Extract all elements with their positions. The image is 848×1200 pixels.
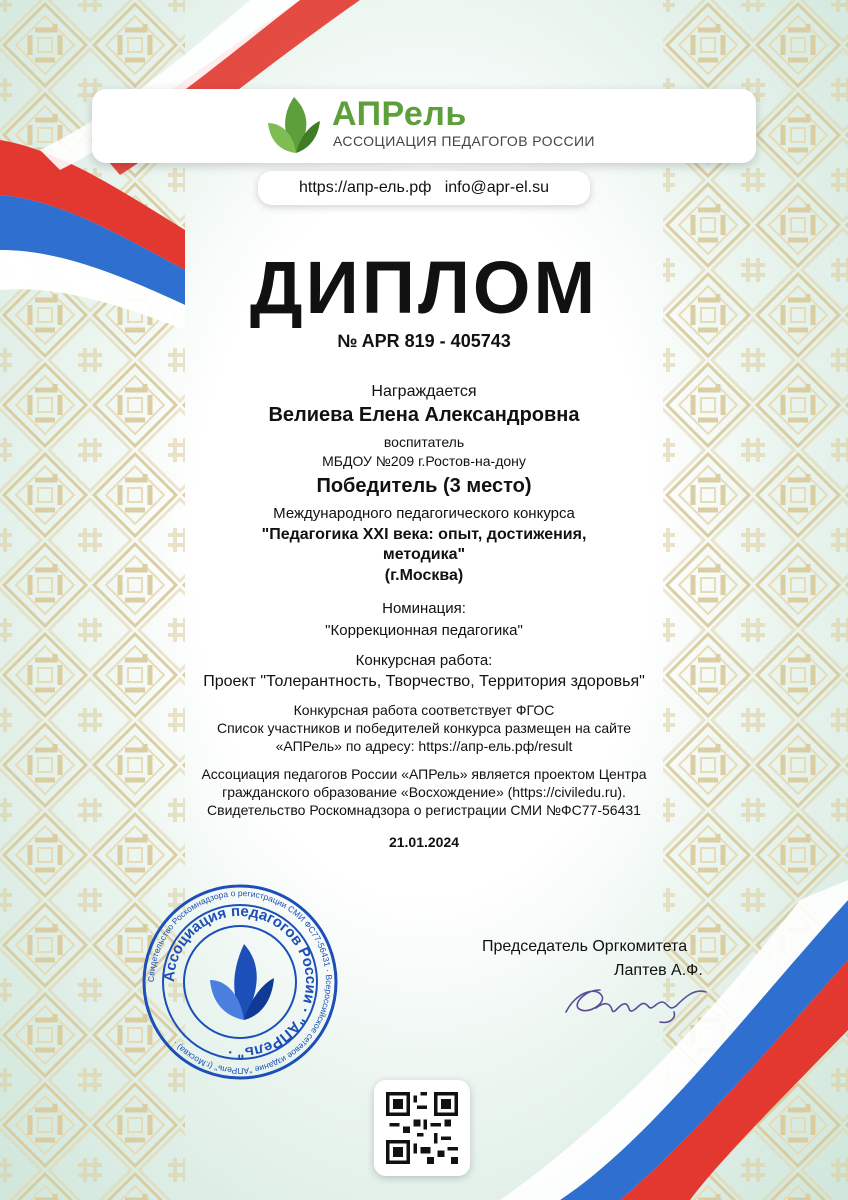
chairman-name: Лаптев А.Ф.	[614, 962, 703, 979]
association-line1: Ассоциация педагогов России «АПРель» является проектом Центра	[201, 766, 647, 782]
handwritten-signature	[556, 972, 716, 1032]
diploma-title: ДИПЛОМ	[249, 246, 599, 329]
nomination-value: "Коррекционная педагогика"	[325, 622, 523, 639]
qr-code-icon	[386, 1092, 458, 1164]
contest-type: Международного педагогического конкурса	[273, 505, 575, 522]
contest-city: (г.Москва)	[384, 567, 464, 584]
awarded-label: Награждается	[371, 383, 477, 400]
work-label: Конкурсная работа:	[355, 652, 493, 669]
association-line2: гражданского образование «Восхождение» (https://civiledu.ru).	[222, 784, 626, 800]
contest-name-line2: методика"	[382, 546, 466, 563]
recipient-position: воспитатель	[383, 434, 465, 450]
chairman-label: Председатель Оргкомитета	[482, 938, 688, 955]
work-value: Проект "Толерантность, Творчество, Территория здоровья"	[203, 673, 645, 690]
contest-name-line1: "Педагогика XXI века: опыт, достижения,	[261, 526, 587, 543]
result-title: Победитель (3 место)	[316, 475, 532, 497]
fgos-line3: «АПРель» по адресу: https://апр-ель.рф/result	[275, 738, 573, 754]
recipient-name: Велиева Елена Александровна	[268, 404, 580, 426]
brand-title: АПРель	[332, 95, 467, 133]
nomination-label: Номинация:	[382, 600, 466, 617]
stamp-outer-text: Свидетельство Роскомнадзора о регистрации СМИ ФС77-56431 · Всероссийское сетевое издание "АПРель" (г.Москва) ·	[145, 887, 335, 1077]
diploma-number: № APR 819 - 405743	[337, 331, 511, 351]
association-line3: Свидетельство Роскомнадзора о регистрации СМИ №ФС77-56431	[207, 802, 641, 818]
qr-code[interactable]	[374, 1080, 470, 1176]
brand-subtitle: АССОЦИАЦИЯ ПЕДАГОГОВ РОССИИ	[333, 133, 595, 149]
fgos-line1: Конкурсная работа соответствует ФГОС	[293, 702, 555, 718]
recipient-organization: МБДОУ №209 г.Ростов-на-дону	[322, 453, 526, 469]
stamp-inner-text: Ассоциация педагогов России · "АПРель" ·	[160, 902, 320, 1062]
association-stamp	[140, 882, 340, 1082]
contact-urls: https://апр-ель.рф info@apr-el.su	[258, 171, 590, 205]
fgos-line2: Список участников и победителей конкурса размещен на сайте	[216, 720, 631, 736]
diploma-date: 21.01.2024	[388, 834, 460, 850]
